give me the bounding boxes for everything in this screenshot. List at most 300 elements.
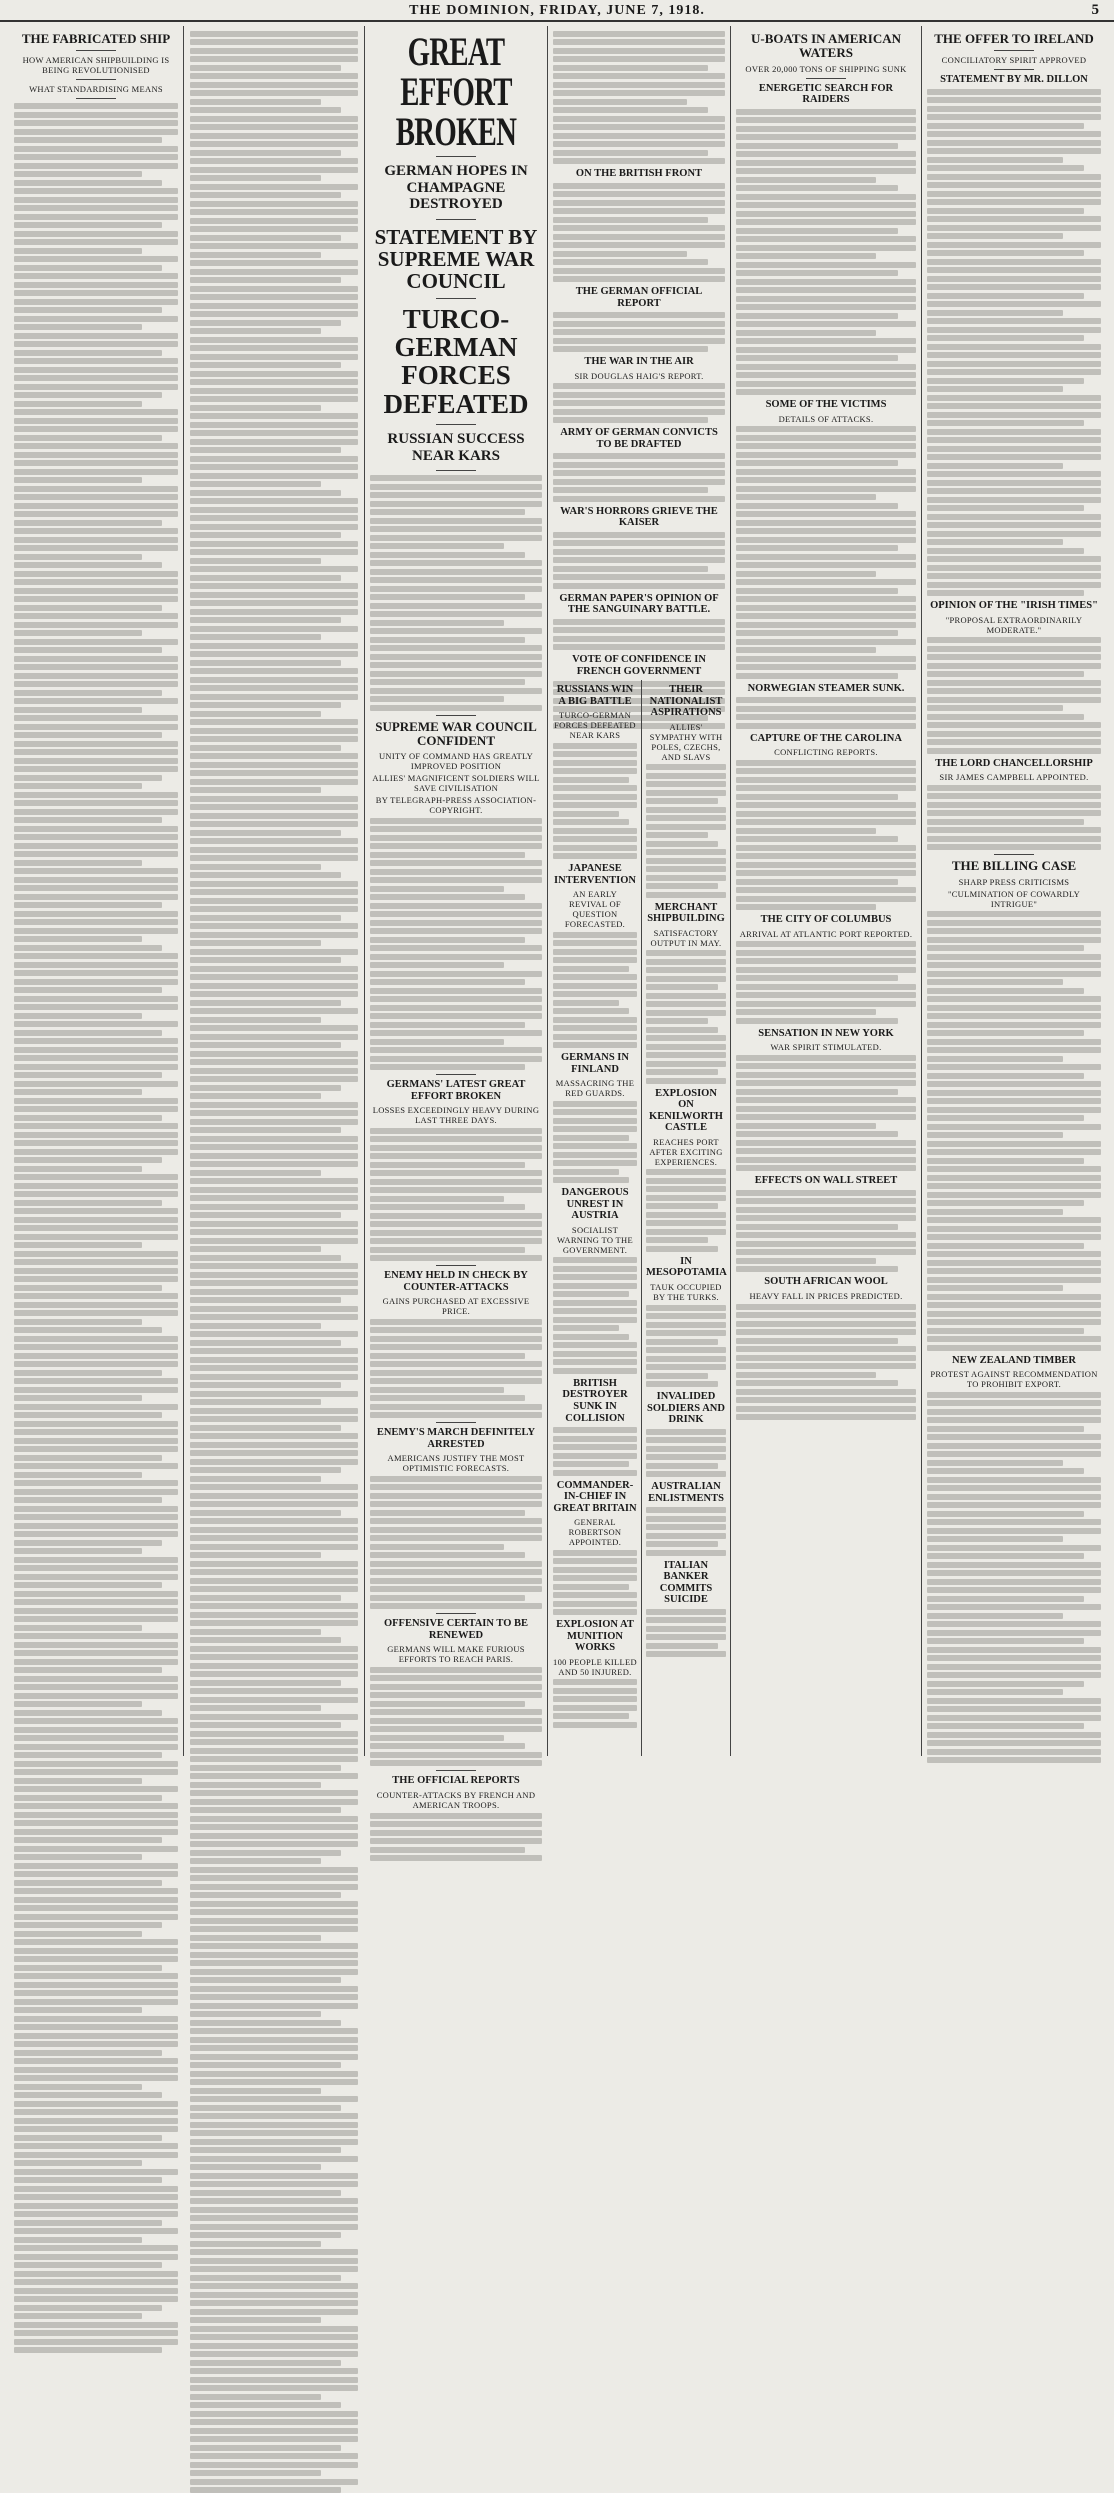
text-line: [736, 194, 916, 200]
text-line: [927, 548, 1084, 554]
text-line: [14, 1157, 162, 1163]
text-line: [927, 1426, 1084, 1432]
text-line: [14, 214, 178, 220]
text-line: [14, 664, 178, 670]
text-line: [190, 286, 358, 292]
text-line: [190, 1629, 321, 1635]
text-line: [14, 290, 178, 296]
text-line: [927, 1090, 1101, 1096]
text-line: [646, 1609, 726, 1615]
text-line: [370, 1675, 542, 1681]
text-line: [646, 1322, 726, 1328]
text-line: [927, 1732, 1101, 1738]
text-line: [190, 1714, 358, 1720]
text-line: [14, 766, 178, 772]
text-line: [646, 1035, 726, 1041]
text-line: [927, 1277, 1101, 1283]
text-line: [190, 524, 358, 530]
text-line: [646, 1313, 726, 1319]
text-line: [927, 412, 1101, 418]
text-line: [646, 950, 726, 956]
article-body: [553, 183, 725, 283]
deck-headline: STATEMENT BY SUPREME WAR COUNCIL: [370, 226, 542, 292]
text-line: [370, 696, 504, 702]
text-line: [14, 1897, 178, 1903]
text-line: [553, 644, 725, 650]
text-line: [14, 2169, 178, 2175]
text-line: [553, 48, 725, 54]
text-line: [370, 586, 542, 592]
text-line: [190, 600, 358, 606]
article-headline: GERMANS IN FINLAND: [553, 1052, 637, 1075]
text-line: [927, 1468, 1084, 1474]
text-line: [370, 1170, 542, 1176]
text-line: [553, 1325, 619, 1331]
text-line: [190, 1042, 341, 1048]
text-line: [553, 191, 725, 197]
article-headline: THEIR NATIONALIST ASPIRATIONS: [646, 684, 726, 719]
text-line: [14, 1064, 178, 1070]
text-line: [14, 341, 178, 347]
text-line: [370, 552, 525, 558]
text-line: [190, 2292, 358, 2298]
text-line: [14, 2152, 178, 2158]
text-line: [927, 810, 1101, 816]
text-line: [646, 866, 726, 872]
text-line: [736, 1140, 916, 1146]
text-line: [190, 1935, 321, 1941]
article-headline: THE WAR IN THE AIR: [553, 356, 725, 368]
text-line: [927, 1477, 1101, 1483]
text-line: [927, 89, 1101, 95]
text-line: [927, 1672, 1101, 1678]
text-line: [14, 834, 178, 840]
text-line: [736, 494, 876, 500]
text-line: [553, 1461, 629, 1467]
text-line: [190, 1552, 321, 1558]
text-line: [736, 1241, 916, 1247]
article-body: [646, 1429, 726, 1478]
text-line: [190, 1212, 341, 1218]
text-line: [927, 1107, 1101, 1113]
text-line: [14, 358, 178, 364]
text-line: [553, 1308, 637, 1314]
text-line: [736, 950, 916, 956]
column-1: [14, 28, 178, 1748]
text-line: [736, 777, 916, 783]
page-number: 5: [1092, 2, 1101, 19]
text-line: [736, 321, 916, 327]
article-headline: SUPREME WAR COUNCIL CONFIDENT: [370, 720, 542, 749]
article-subhead: "PROPOSAL EXTRAORDINARILY MODERATE.": [927, 615, 1101, 635]
text-line: [736, 622, 916, 628]
text-line: [190, 260, 358, 266]
text-line: [370, 1735, 504, 1741]
text-line: [553, 836, 637, 842]
text-line: [14, 1353, 178, 1359]
text-line: [927, 1749, 1101, 1755]
text-line: [190, 303, 358, 309]
text-line: [927, 1336, 1101, 1342]
text-line: [370, 1196, 504, 1202]
article-body: [553, 1679, 637, 1728]
text-line: [553, 1436, 637, 1442]
text-line: [736, 1414, 916, 1420]
text-line: [736, 562, 916, 568]
text-line: [927, 1553, 1084, 1559]
text-line: [190, 745, 341, 751]
text-line: [190, 2130, 358, 2136]
text-line: [736, 253, 876, 259]
text-line: [736, 958, 916, 964]
text-line: [14, 1939, 178, 1945]
text-line: [370, 937, 525, 943]
text-line: [736, 511, 916, 517]
text-line: [190, 1671, 358, 1677]
text-line: [14, 171, 142, 177]
deck-headline: RUSSIAN SUCCESS NEAR KARS: [370, 431, 542, 464]
text-line: [736, 802, 916, 808]
text-line: [927, 793, 1101, 799]
text-line: [646, 1027, 718, 1033]
text-line: [190, 1442, 358, 1448]
text-line: [14, 885, 178, 891]
text-line: [927, 199, 1101, 205]
text-line: [190, 2411, 358, 2417]
text-line: [370, 1238, 542, 1244]
article-body: [646, 1169, 726, 1252]
text-line: [14, 1302, 178, 1308]
text-line: [736, 605, 916, 611]
text-line: [190, 1697, 358, 1703]
column-3: [370, 28, 542, 1748]
text-line: [14, 511, 178, 517]
text-line: [927, 1294, 1101, 1300]
text-line: [190, 1374, 358, 1380]
text-line: [553, 234, 725, 240]
text-line: [736, 545, 898, 551]
text-line: [927, 437, 1101, 443]
text-line: [736, 160, 916, 166]
text-line: [190, 1790, 358, 1796]
text-line: [370, 1162, 525, 1168]
text-line: [14, 197, 178, 203]
article-headline: SENSATION IN NEW YORK: [736, 1028, 916, 1040]
text-line: [14, 2067, 178, 2073]
text-line: [190, 1255, 341, 1261]
text-line: [14, 392, 162, 398]
article-headline: THE BILLING CASE: [927, 859, 1101, 873]
text-line: [14, 239, 178, 245]
text-line: [190, 498, 358, 504]
text-line: [646, 815, 726, 821]
text-line: [190, 575, 341, 581]
text-line: [736, 588, 898, 594]
article-subhead: REACHES PORT AFTER EXCITING EXPERIENCES.: [646, 1137, 726, 1167]
text-line: [927, 191, 1101, 197]
text-line: [370, 996, 542, 1002]
text-line: [646, 1018, 708, 1024]
article-headline: ENERGETIC SEARCH FOR RAIDERS: [736, 83, 916, 106]
article-body: [736, 1055, 916, 1172]
text-line: [190, 1391, 358, 1397]
text-line: [14, 1829, 178, 1835]
text-line: [14, 1106, 178, 1112]
text-line: [927, 573, 1101, 579]
column-2: [190, 28, 358, 1748]
text-line: [14, 1880, 162, 1886]
text-line: [190, 294, 358, 300]
text-line: [736, 992, 916, 998]
text-line: [190, 711, 321, 717]
text-line: [927, 140, 1101, 146]
article-subhead: TURCO-GERMAN FORCES DEFEATED NEAR KARS: [553, 710, 637, 740]
text-line: [14, 2296, 178, 2302]
text-line: [190, 2283, 358, 2289]
text-line: [927, 1047, 1101, 1053]
text-line: [927, 688, 1101, 694]
text-line: [927, 971, 1101, 977]
text-line: [370, 628, 542, 634]
text-line: [736, 426, 916, 432]
text-line: [14, 579, 178, 585]
article-subhead: SATISFACTORY OUTPUT IN MAY.: [646, 928, 726, 948]
text-line: [190, 702, 341, 708]
text-line: [927, 97, 1101, 103]
article-subhead: UNITY OF COMMAND HAS GREATLY IMPROVED POSITION: [370, 751, 542, 771]
article-subhead: DETAILS OF ATTACKS.: [736, 414, 916, 424]
text-line: [370, 911, 542, 917]
text-line: [927, 1234, 1101, 1240]
text-line: [14, 1285, 162, 1291]
text-line: [927, 1630, 1101, 1636]
text-line: [14, 1701, 142, 1707]
article-headline: DANGEROUS UNREST IN AUSTRIA: [553, 1187, 637, 1222]
text-line: [370, 1204, 525, 1210]
text-line: [190, 1892, 341, 1898]
text-line: [736, 1312, 916, 1318]
text-line: [927, 276, 1101, 282]
text-line: [190, 73, 358, 79]
text-line: [14, 2203, 178, 2209]
text-line: [553, 619, 725, 625]
text-line: [370, 1518, 542, 1524]
article-subhead: OVER 20,000 TONS OF SHIPPING SUNK: [736, 64, 916, 74]
text-line: [190, 2377, 358, 2383]
text-line: [736, 1207, 916, 1213]
text-line: [14, 1914, 178, 1920]
text-line: [927, 1460, 1063, 1466]
text-line: [927, 182, 1101, 188]
text-line: [927, 1073, 1084, 1079]
text-line: [14, 350, 162, 356]
text-line: [14, 1038, 178, 1044]
text-line: [190, 192, 341, 198]
text-line: [736, 613, 916, 619]
article-headline: BRITISH DESTROYER SUNK IN COLLISION: [553, 1378, 637, 1424]
text-line: [14, 775, 162, 781]
text-line: [927, 1451, 1101, 1457]
text-line: [927, 954, 1101, 960]
text-line: [14, 2330, 178, 2336]
text-line: [14, 1812, 178, 1818]
text-line: [190, 218, 358, 224]
text-line: [553, 1444, 637, 1450]
text-line: [646, 1220, 726, 1226]
text-line: [927, 1030, 1084, 1036]
text-line: [370, 1527, 542, 1533]
text-line: [927, 123, 1084, 129]
text-line: [14, 1497, 162, 1503]
text-line: [14, 1293, 178, 1299]
byline: BY TELEGRAPH-PRESS ASSOCIATION-COPYRIGHT.: [370, 795, 542, 815]
text-line: [14, 1820, 178, 1826]
text-line: [190, 855, 358, 861]
text-line: [14, 562, 162, 568]
text-line: [190, 2122, 358, 2128]
text-line: [646, 1429, 726, 1435]
text-line: [927, 1587, 1101, 1593]
text-line: [927, 1757, 1101, 1763]
text-line: [553, 417, 708, 423]
text-line: [14, 282, 178, 288]
text-line: [736, 313, 898, 319]
text-line: [14, 1846, 178, 1852]
text-line: [14, 1370, 162, 1376]
text-line: [370, 501, 542, 507]
text-line: [190, 133, 358, 139]
text-line: [736, 819, 916, 825]
text-line: [14, 817, 162, 823]
text-line: [646, 1524, 726, 1530]
text-line: [370, 1221, 542, 1227]
text-line: [190, 2113, 358, 2119]
text-line: [190, 1544, 358, 1550]
text-line: [14, 936, 142, 942]
text-line: [553, 1713, 629, 1719]
text-line: [14, 902, 162, 908]
text-line: [370, 1535, 542, 1541]
deck-headline: TURCO-GERMAN FORCES DEFEATED: [370, 305, 542, 418]
text-line: [14, 1625, 142, 1631]
text-line: [370, 1247, 525, 1253]
text-line: [14, 1242, 142, 1248]
text-line: [370, 1361, 542, 1367]
text-line: [190, 736, 358, 742]
text-line: [190, 966, 358, 972]
text-line: [736, 1106, 916, 1112]
text-line: [553, 811, 619, 817]
text-line: [14, 265, 162, 271]
article-body: [370, 1667, 542, 1767]
text-line: [553, 802, 637, 808]
article-subhead: SIR JAMES CAMPBELL APPOINTED.: [927, 772, 1101, 782]
text-line: [14, 1982, 178, 1988]
text-line: [927, 539, 1063, 545]
text-line: [190, 1535, 358, 1541]
text-line: [14, 698, 178, 704]
text-line: [190, 201, 358, 207]
text-line: [927, 318, 1101, 324]
text-line: [736, 372, 916, 378]
article-body: [553, 1101, 637, 1184]
text-line: [370, 1743, 525, 1749]
text-line: [736, 435, 916, 441]
text-line: [14, 1319, 142, 1325]
text-line: [927, 1689, 1063, 1695]
text-line: [14, 205, 178, 211]
text-line: [190, 1076, 358, 1082]
text-line: [736, 355, 898, 361]
text-line: [370, 1701, 525, 1707]
text-line: [370, 1709, 542, 1715]
text-line: [736, 117, 916, 123]
text-line: [736, 1224, 898, 1230]
text-line: [927, 463, 1063, 469]
text-line: [14, 528, 178, 534]
text-line: [927, 378, 1084, 384]
text-line: [370, 671, 542, 677]
text-line: [190, 167, 358, 173]
text-line: [736, 1304, 916, 1310]
text-line: [927, 1638, 1084, 1644]
column-4-top: [553, 28, 725, 668]
article-headline: EXPLOSION AT MUNITION WORKS: [553, 1619, 637, 1654]
text-line: [927, 335, 1084, 341]
article-headline: ENEMY HELD IN CHECK BY COUNTER-ATTACKS: [370, 1270, 542, 1293]
article-headline: VOTE OF CONFIDENCE IN FRENCH GOVERNMENT: [553, 654, 725, 677]
text-line: [190, 337, 358, 343]
text-line: [190, 753, 358, 759]
text-line: [190, 1467, 341, 1473]
text-line: [736, 1198, 916, 1204]
article-body: [553, 1550, 637, 1616]
text-line: [14, 877, 178, 883]
text-line: [553, 540, 725, 546]
text-line: [370, 560, 542, 566]
text-line: [646, 1001, 726, 1007]
text-line: [190, 2011, 321, 2017]
text-line: [370, 979, 525, 985]
text-line: [370, 1493, 542, 1499]
text-line: [190, 1765, 341, 1771]
text-line: [553, 1427, 637, 1433]
text-line: [736, 1072, 916, 1078]
text-line: [14, 800, 178, 806]
text-line: [14, 996, 178, 1002]
text-line: [370, 1813, 542, 1819]
text-line: [927, 1005, 1101, 1011]
text-line: [190, 2088, 321, 2094]
text-line: [736, 304, 916, 310]
text-line: [370, 1187, 542, 1193]
text-line: [646, 1195, 726, 1201]
text-line: [190, 1348, 358, 1354]
text-line: [736, 697, 916, 703]
text-line: [14, 1268, 178, 1274]
article-body: [370, 475, 542, 711]
text-line: [190, 2079, 358, 2085]
text-line: [14, 1310, 178, 1316]
text-line: [370, 1344, 542, 1350]
text-line: [14, 605, 162, 611]
text-line: [190, 609, 358, 615]
text-line: [646, 984, 718, 990]
text-line: [736, 984, 916, 990]
text-line: [14, 1429, 178, 1435]
text-line: [927, 1647, 1101, 1653]
text-line: [14, 1412, 162, 1418]
